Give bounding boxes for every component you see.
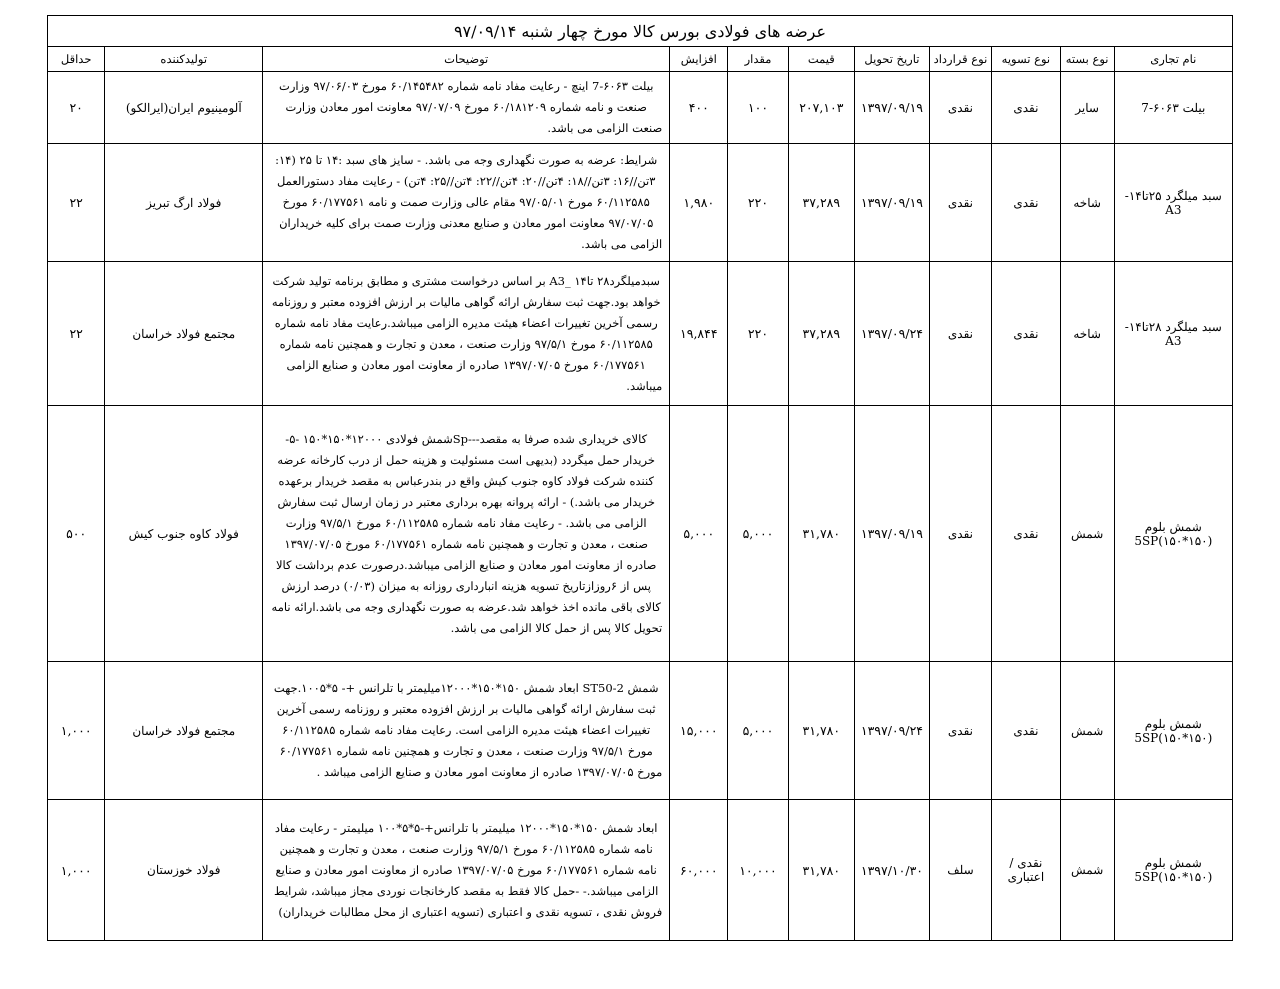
header-settlement: نوع تسویه <box>992 47 1061 72</box>
cell-package: سایر <box>1060 72 1114 144</box>
cell-settlement: نقدی <box>992 662 1061 800</box>
header-producer: تولیدکننده <box>105 47 263 72</box>
header-price: قیمت <box>788 47 854 72</box>
cell-package: شاخه <box>1060 144 1114 262</box>
cell-minimum: ۲۲ <box>48 144 105 262</box>
title-row <box>48 16 1233 47</box>
header-row <box>48 47 1233 72</box>
table-row <box>48 262 1233 406</box>
cell-quantity: ۵,۰۰۰ <box>728 662 788 800</box>
cell-price: ۳۱,۷۸۰ <box>788 406 854 662</box>
cell-delivery: ۱۳۹۷/۰۹/۱۹ <box>855 72 930 144</box>
header-quantity: مقدار <box>728 47 788 72</box>
cell-contract: نقدی <box>929 144 991 262</box>
cell-price: ۳۱,۷۸۰ <box>788 662 854 800</box>
cell-package: شمش <box>1060 662 1114 800</box>
offers-table <box>47 15 1233 941</box>
cell-description: شمش ST50-2 ابعاد شمش ۱۵۰*۱۵۰*۱۲۰۰۰میلیمتر با تلرانس +- ۵*۱۰۰۵.جهت ثبت سفارش ارائه گواهی مالیات بر ارزش افزوده معتبر و روزنامه رسمی آخرین تغییرات اعضاء هیئت مدیره الزامی است. رعایت مفاد نامه شماره ۶۰/۱۱۲۵۸۵ مورخ ۹۷/۵/۱ وزارت صنعت ، معدن و تجارت و همچنین نامه شماره ۶۰/۱۷۷۵۶۱ مورخ ۱۳۹۷/۰۷/۰۵ صادره از معاونت امور معادن و صنایع الزامی میباشد . <box>263 662 670 800</box>
cell-producer: فولاد ارگ تبریز <box>105 144 263 262</box>
cell-minimum: ۲۲ <box>48 262 105 406</box>
cell-quantity: ۱۰,۰۰۰ <box>728 800 788 941</box>
cell-contract: نقدی <box>929 262 991 406</box>
cell-increase: ۱۵,۰۰۰ <box>670 662 728 800</box>
page-title: عرضه های فولادی بورس کالا مورخ چهار شنبه ۹۷/۰۹/۱۴ <box>48 16 1233 47</box>
table-row <box>48 72 1233 144</box>
cell-settlement: نقدی <box>992 262 1061 406</box>
cell-quantity: ۱۰۰ <box>728 72 788 144</box>
table-row <box>48 662 1233 800</box>
cell-description: کالای خریداری شده صرفا به مقصد---Spشمش فولادی ۱۲۰۰۰*۱۵۰*۱۵۰ -۵- خریدار حمل میگردد (بدیهی است مسئولیت و هزینه حمل از درب کارخانه عرضه کننده شرکت فولاد کاوه جنوب کیش واقع در بندرعباس به مقصد خریدار برعهده خریدار می باشد.) - ارائه پروانه بهره برداری معتبر در زمان ارسال ثبت سفارش الزامی می باشد. - رعایت مفاد نامه شماره ۶۰/۱۱۲۵۸۵ مورخ ۹۷/۵/۱ وزارت صنعت ، معدن و تجارت و همچنین نامه شماره ۶۰/۱۷۷۵۶۱ مورخ ۱۳۹۷/۰۷/۰۵ صادره از معاونت امور معادن و صنایع الزامی میباشد.درصورت عدم برداشت کالا پس از ۶روزازتاریخ تسویه هزینه انبارداری روزانه به میزان (۰/۰۳) درصد ارزش کالای باقی مانده اخذ خواهد شد.عرضه به صورت نگهداری وجه می باشد.ارائه نامه تحویل کالا پس از حمل کالا الزامی می باشد. <box>263 406 670 662</box>
cell-description: ابعاد شمش ۱۵۰*۱۵۰*۱۲۰۰۰ میلیمتر با تلرانس+-۵*۵*۱۰۰ میلیمتر - رعایت مفاد نامه شماره ۶۰/۱۱۲۵۸۵ مورخ ۹۷/۵/۱ وزارت صنعت ، معدن و تجارت و همچنین نامه شماره ۶۰/۱۷۷۵۶۱ مورخ ۱۳۹۷/۰۷/۰۵ صادره از معاونت امور معادن و صنایع الزامی میباشد.- -حمل کالا فقط به مقصد کارخانجات نوردی مجاز میباشد، شرایط فروش نقدی ، تسویه نقدی و اعتباری (تسویه اعتباری از محل مطالبات خریداران) <box>263 800 670 941</box>
cell-minimum: ۱,۰۰۰ <box>48 800 105 941</box>
cell-delivery: ۱۳۹۷/۰۹/۲۴ <box>855 262 930 406</box>
header-minimum: حداقل <box>48 47 105 72</box>
cell-name: شمش بلوم (۱۵۰*۱۵۰)5SP <box>1114 662 1232 800</box>
cell-settlement: نقدی <box>992 144 1061 262</box>
cell-price: ۲۰۷,۱۰۳ <box>788 72 854 144</box>
header-delivery: تاریخ تحویل <box>855 47 930 72</box>
cell-settlement: نقدی <box>992 72 1061 144</box>
cell-producer: مجتمع فولاد خراسان <box>105 662 263 800</box>
cell-package: شاخه <box>1060 262 1114 406</box>
cell-description: شرایط: عرضه به صورت نگهداری وجه می باشد. - سایز های سبد :۱۴ تا ۲۵ (۱۴: ۳تن//۱۶: ۳تن//۱۸: ۴تن//۲۰: ۴تن//۲۲: ۴تن//۲۵: ۴تن) - رعایت مفاد دستورالعمل ۶۰/۱۱۲۵۸۵ مورخ ۹۷/۰۵/۰۱ مقام عالی وزارت صمت و نامه ۶۰/۱۷۷۵۶۱ مورخ ۹۷/۰۷/۰۵ معاونت امور معادن و صنایع معدنی وزارت صمت برای کلیه خریداران الزامی می باشد. <box>263 144 670 262</box>
cell-producer: فولاد کاوه جنوب کیش <box>105 406 263 662</box>
cell-increase: ۱,۹۸۰ <box>670 144 728 262</box>
cell-delivery: ۱۳۹۷/۰۹/۱۹ <box>855 406 930 662</box>
table-row <box>48 800 1233 941</box>
cell-quantity: ۲۲۰ <box>728 262 788 406</box>
cell-minimum: ۱,۰۰۰ <box>48 662 105 800</box>
cell-increase: ۱۹,۸۴۴ <box>670 262 728 406</box>
cell-minimum: ۲۰ <box>48 72 105 144</box>
cell-price: ۳۷,۲۸۹ <box>788 262 854 406</box>
cell-name: شمش بلوم (۱۵۰*۱۵۰)5SP <box>1114 406 1232 662</box>
table-row <box>48 406 1233 662</box>
header-description: توضیحات <box>263 47 670 72</box>
header-increase: افزایش <box>670 47 728 72</box>
cell-settlement: نقدی / اعتباری <box>992 800 1061 941</box>
cell-increase: ۵,۰۰۰ <box>670 406 728 662</box>
cell-contract: سلف <box>929 800 991 941</box>
cell-contract: نقدی <box>929 662 991 800</box>
cell-quantity: ۲۲۰ <box>728 144 788 262</box>
cell-name: بیلت ۶۰۶۳-7 <box>1114 72 1232 144</box>
cell-delivery: ۱۳۹۷/۰۹/۱۹ <box>855 144 930 262</box>
cell-price: ۳۷,۲۸۹ <box>788 144 854 262</box>
cell-contract: نقدی <box>929 406 991 662</box>
cell-quantity: ۵,۰۰۰ <box>728 406 788 662</box>
cell-description: سبدمیلگرد۲۸ تا۱۴ _A3 بر اساس درخواست مشتری و مطابق برنامه تولید شرکت خواهد بود.جهت ثبت سفارش ارائه گواهی مالیات بر ارزش افزوده معتبر و روزنامه رسمی آخرین تغییرات اعضاء هیئت مدیره الزامی میباشد.رعایت مفاد نامه شماره ۶۰/۱۱۲۵۸۵ مورخ ۹۷/۵/۱ وزارت صنعت ، معدن و تجارت و همچنین نامه شماره ۶۰/۱۷۷۵۶۱ مورخ ۱۳۹۷/۰۷/۰۵ صادره از معاونت امور معادن و صنایع الزامی میباشد. <box>263 262 670 406</box>
cell-price: ۳۱,۷۸۰ <box>788 800 854 941</box>
cell-name: شمش بلوم (۱۵۰*۱۵۰)5SP <box>1114 800 1232 941</box>
cell-delivery: ۱۳۹۷/۱۰/۳۰ <box>855 800 930 941</box>
cell-increase: ۶۰,۰۰۰ <box>670 800 728 941</box>
cell-name: سبد میلگرد ۲۵تا۱۴-A3 <box>1114 144 1232 262</box>
cell-producer: آلومینیوم ایران(ایرالکو) <box>105 72 263 144</box>
cell-name: سبد میلگرد ۲۸تا۱۴-A3 <box>1114 262 1232 406</box>
header-package: نوع بسته <box>1060 47 1114 72</box>
cell-description: بیلت ۶۰۶۳-7 اینچ - رعایت مفاد نامه شماره ۶۰/۱۴۵۴۸۲ مورخ ۹۷/۰۶/۰۳ وزارت صنعت و نامه شماره ۶۰/۱۸۱۲۰۹ مورخ ۹۷/۰۷/۰۹ معاونت امور معادن وزارت صنعت الزامی می باشد. <box>263 72 670 144</box>
cell-settlement: نقدی <box>992 406 1061 662</box>
cell-producer: فولاد خوزستان <box>105 800 263 941</box>
cell-increase: ۴۰۰ <box>670 72 728 144</box>
cell-producer: مجتمع فولاد خراسان <box>105 262 263 406</box>
cell-delivery: ۱۳۹۷/۰۹/۲۴ <box>855 662 930 800</box>
cell-package: شمش <box>1060 406 1114 662</box>
cell-minimum: ۵۰۰ <box>48 406 105 662</box>
cell-package: شمش <box>1060 800 1114 941</box>
steel-offers-sheet <box>47 15 1233 941</box>
table-row <box>48 144 1233 262</box>
header-contract: نوع قرارداد <box>929 47 991 72</box>
header-name: نام تجاری <box>1114 47 1232 72</box>
cell-contract: نقدی <box>929 72 991 144</box>
